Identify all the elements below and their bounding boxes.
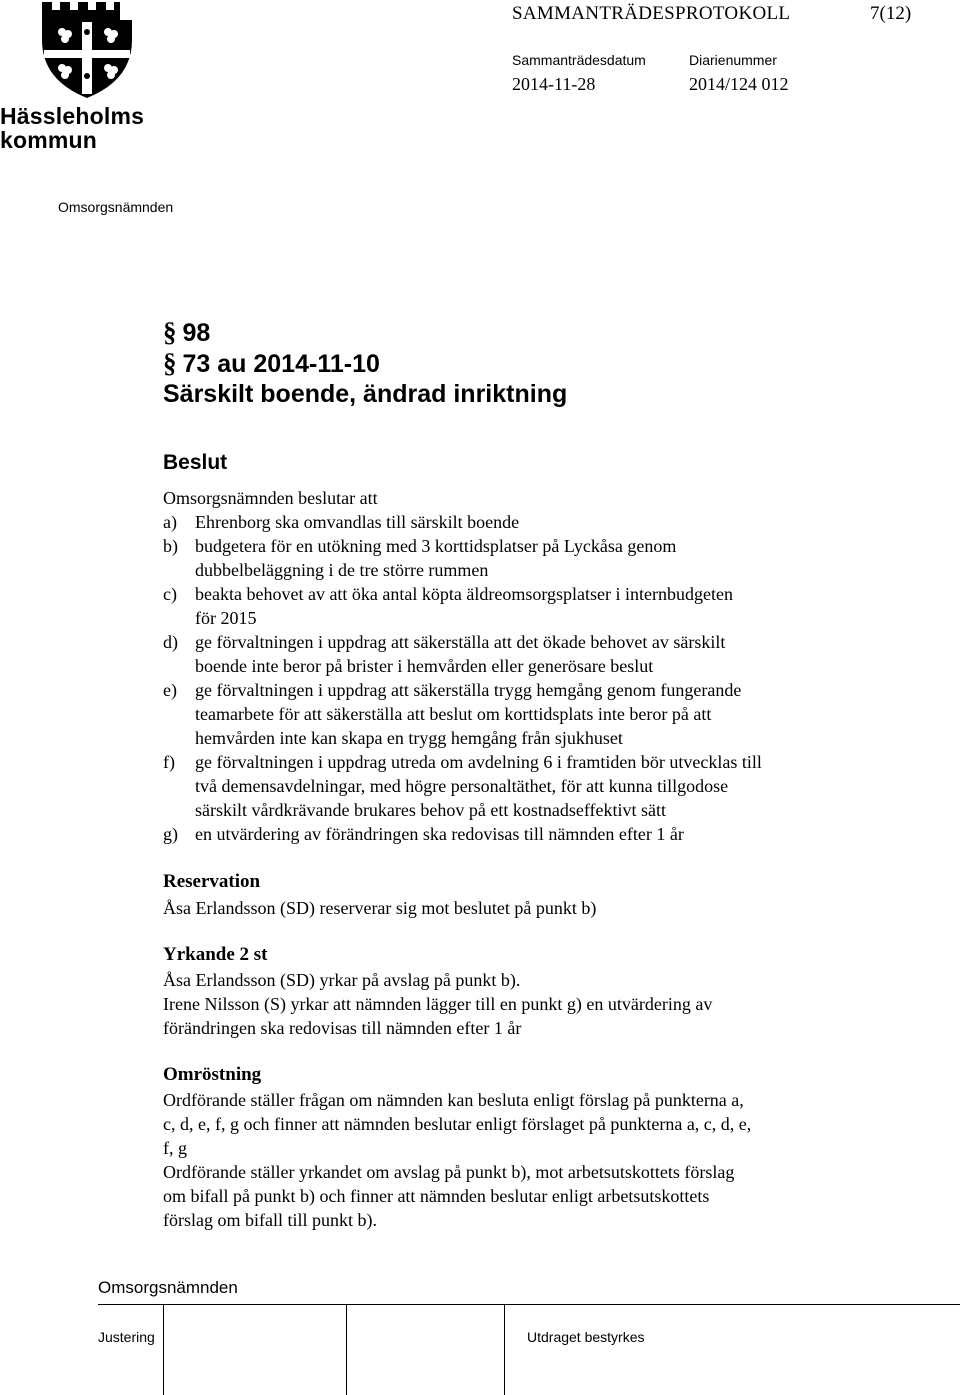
footer-committee-name: Omsorgsnämnden (98, 1278, 238, 1297)
page-number: 7(12) (870, 3, 912, 24)
registration-number-label: Diarienummer (689, 52, 777, 68)
heading-au-reference: 73 au 2014-11-10 (182, 350, 380, 378)
meeting-date-label: Sammanträdesdatum (512, 52, 646, 68)
municipality-name-line2: kommun (0, 127, 98, 153)
heading-line-au (163, 348, 567, 379)
beslut-item-text: budgetera för en utökning med 3 korttidsplatser på Lyckåsa genom dubbelbeläggning i de tre större rummen (195, 536, 677, 580)
beslut-heading: Beslut (163, 451, 228, 474)
footer-justering-label: Justering (98, 1329, 155, 1345)
beslut-intro: Omsorgsnämnden beslutar att (163, 488, 378, 508)
committee-name: Omsorgsnämnden (58, 199, 174, 215)
footer-column-divider (346, 1304, 347, 1395)
yrkande-section (163, 968, 863, 1040)
heading-line-paragraph (163, 317, 567, 348)
beslut-item-label: d) (163, 632, 178, 652)
beslut-item-text: ge förvaltningen i uppdrag att säkerställa trygg hemgång genom fungerande teamarbete för att säkerställa att beslut om korttidsplats inte beror på att hemvården inte kan skapa en trygg hemgång från sjukhuset (195, 680, 742, 748)
heading-title: Särskilt boende, ändrad inriktning (163, 380, 568, 408)
section-sign-icon: § (163, 348, 177, 378)
beslut-item-label: e) (163, 680, 177, 700)
beslut-item (163, 678, 863, 750)
beslut-item-text: beakta behovet av att öka antal köpta äldreomsorgsplatser i internbudgeten för 2015 (195, 584, 733, 628)
beslut-item (163, 750, 863, 822)
municipality-name-line1: Hässleholms (0, 103, 145, 129)
heading-paragraph-number: 98 (182, 319, 211, 347)
omrostning-heading: Omröstning (163, 1064, 262, 1085)
beslut-item (163, 534, 863, 582)
footer-column-divider (163, 1304, 164, 1395)
footer-utdrag-label: Utdraget bestyrkes (527, 1329, 645, 1345)
beslut-item-label: b) (163, 536, 178, 556)
omrostning-paragraph: Ordförande ställer yrkandet om avslag på punkt b), mot arbetsutskottets förslag om bifall på punkt b) och finner att nämnden beslutar enligt arbetsutskottets förslag om bifall till punkt b). (163, 1162, 735, 1230)
beslut-item-text: en utvärdering av förändringen ska redovisas till nämnden efter 1 år (195, 824, 684, 844)
beslut-item (163, 510, 863, 534)
section-sign-icon: § (163, 317, 177, 347)
footer-column-divider (504, 1304, 505, 1395)
beslut-item-label: c) (163, 584, 177, 604)
omrostning-paragraph: Ordförande ställer frågan om nämnden kan besluta enligt förslag på punkterna a, c, d, e, f, g och finner att nämnden beslutar enligt förslaget på punkterna a, c, d, e, f, g (163, 1090, 752, 1158)
beslut-item (163, 630, 863, 678)
beslut-item-label: a) (163, 512, 177, 532)
registration-number: 2014/124 012 (689, 74, 789, 94)
section-heading (163, 317, 567, 409)
municipality-name (0, 104, 144, 152)
omrostning-section (163, 1088, 863, 1232)
beslut-item-label: f) (163, 752, 175, 772)
footer-divider (98, 1304, 960, 1305)
beslut-section (163, 486, 863, 846)
beslut-item-text: ge förvaltningen i uppdrag att säkerställa att det ökade behovet av särskilt boende inte beror på brister i hemvården eller generösare beslut (195, 632, 726, 676)
beslut-item-text: ge förvaltningen i uppdrag utreda om avdelning 6 i framtiden bör utvecklas till två demensavdelningar, med högre personaltäthet, för att kunna tillgodose särskilt vårdkrävande brukares behov på ett kostnadseffektivt sätt (195, 752, 762, 820)
beslut-item-label: g) (163, 824, 178, 844)
reservation-text: Åsa Erlandsson (SD) reserverar sig mot beslutet på punkt b) (163, 898, 597, 918)
yrkande-paragraph: Åsa Erlandsson (SD) yrkar på avslag på punkt b). (163, 970, 521, 990)
beslut-item (163, 822, 863, 846)
meeting-date: 2014-11-28 (512, 74, 596, 94)
coat-of-arms-icon (38, 0, 134, 100)
beslut-item (163, 582, 863, 630)
yrkande-heading: Yrkande 2 st (163, 944, 268, 965)
yrkande-paragraph: Irene Nilsson (S) yrkar att nämnden lägger till en punkt g) en utvärdering av förändringen ska redovisas till nämnden efter 1 år (163, 994, 713, 1038)
municipality-logo (0, 0, 150, 160)
beslut-item-text: Ehrenborg ska omvandlas till särskilt boende (195, 512, 520, 532)
reservation-heading: Reservation (163, 871, 261, 892)
document-title: SAMMANTRÄDESPROTOKOLL (512, 3, 791, 24)
